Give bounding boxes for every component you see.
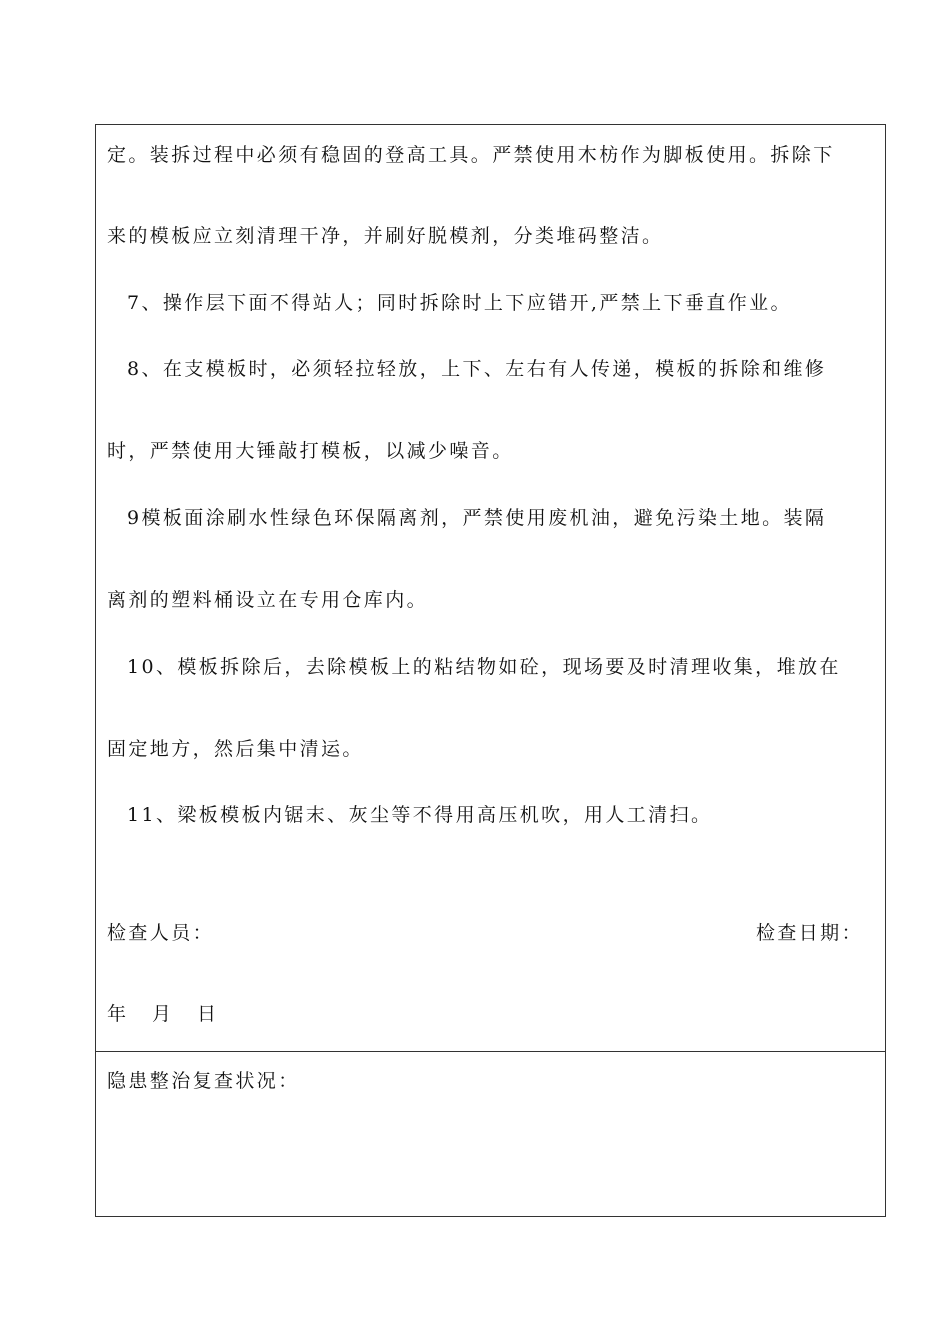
content-line: 9模板面涂刷水性绿色环保隔离剂，严禁使用废机油，避免污染土地。装隔	[127, 507, 827, 529]
content-line: 时，严禁使用大锤敲打模板，以减少噪音。	[107, 440, 514, 462]
content-line: 7、操作层下面不得站人；同时拆除时上下应错开,严禁上下垂直作业。	[127, 292, 792, 314]
content-line: 8、在支模板时，必须轻拉轻放，上下、左右有人传递，模板的拆除和维修	[127, 358, 827, 380]
date-line	[107, 1001, 216, 1027]
content-line: 定。装拆过程中必须有稳固的登高工具。严禁使用木枋作为脚板使用。拆除下	[107, 144, 835, 166]
content-line: 离剂的塑料桶设立在专用仓库内。	[107, 589, 429, 611]
inspection-date-label: 检查日期：	[755, 922, 863, 944]
inspection-content-cell	[96, 125, 885, 1052]
content-line: 10、模板拆除后，去除模板上的粘结物如砼，现场要及时清理收集，堆放在	[127, 656, 841, 678]
content-line: 来的模板应立刻清理干净，并刷好脱模剂，分类堆码整洁。	[107, 225, 664, 247]
date-day: 日	[197, 1003, 217, 1025]
date-month: 月	[152, 1003, 172, 1025]
review-label: 隐患整治复查状况：	[107, 1070, 300, 1092]
content-line: 固定地方，然后集中清运。	[107, 738, 364, 760]
date-year: 年	[107, 1003, 127, 1025]
inspection-form-table	[95, 124, 886, 1217]
review-cell	[96, 1051, 885, 1216]
inspector-label: 检查人员：	[107, 922, 215, 944]
content-line: 11、梁板模板内锯末、灰尘等不得用高压机吹，用人工清扫。	[127, 804, 713, 826]
